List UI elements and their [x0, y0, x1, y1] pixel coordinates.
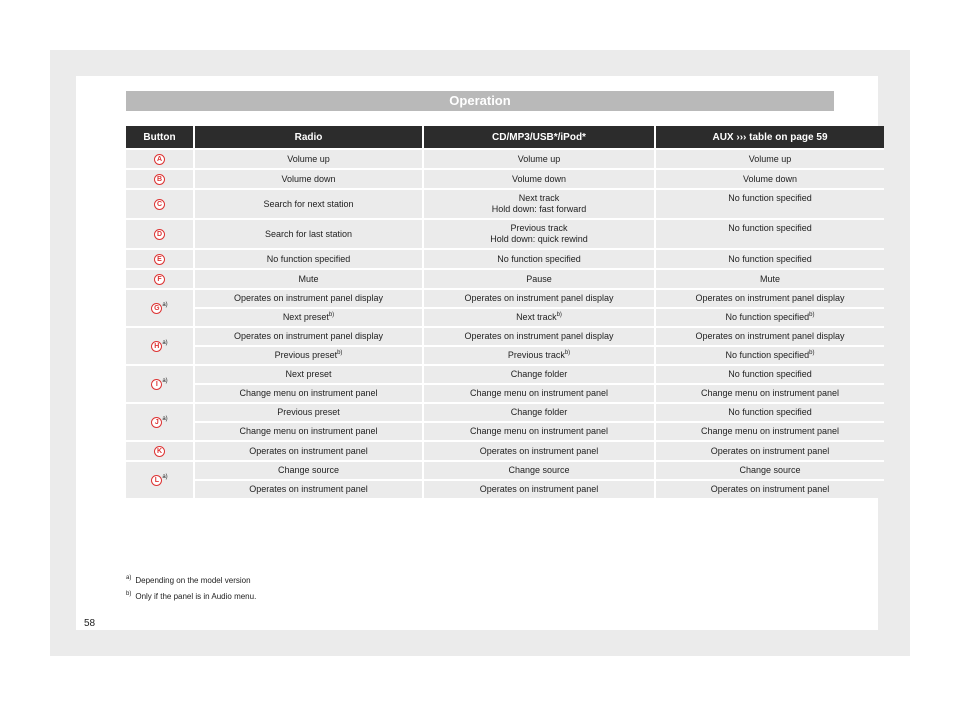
table-row	[126, 289, 884, 308]
section-title: Operation	[126, 91, 834, 111]
table-cell	[194, 461, 423, 480]
cell-text: Previous preset	[277, 407, 340, 417]
table-cell	[655, 441, 884, 461]
button-badge-icon: B	[154, 174, 165, 185]
cell-text: Change menu on instrument panel	[700, 426, 840, 436]
footnote-ref: a)	[162, 474, 168, 480]
cell-text: Change source	[739, 465, 801, 475]
cell-text: Operates on instrument panel	[479, 484, 599, 494]
cell-text: Previous preset	[274, 350, 338, 360]
button-badge-icon: I	[151, 379, 162, 390]
cell-text: Volume up	[287, 153, 330, 164]
table-cell	[655, 422, 884, 441]
button-badge-icon: L	[151, 475, 162, 486]
cell-text: Change menu on instrument panel	[469, 426, 609, 436]
table-row	[126, 461, 884, 480]
cell-text: Mute	[759, 273, 780, 284]
table-cell	[655, 480, 884, 498]
cell-text: No function specified	[728, 407, 812, 417]
footnote-text: Depending on the model version	[135, 576, 251, 585]
cell-text: No function specified	[266, 253, 351, 264]
cell-text: Change folder	[510, 407, 568, 417]
table-cell	[655, 327, 884, 346]
cell-text: Change source	[508, 465, 570, 475]
cell-text: Change folder	[510, 369, 568, 379]
table-cell	[423, 403, 655, 422]
cell-text: Change menu on instrument panel	[700, 388, 840, 398]
button-badge-icon: K	[154, 446, 165, 457]
table-body	[126, 149, 884, 498]
table-cell	[655, 384, 884, 403]
button-cell	[126, 461, 194, 498]
table-cell	[423, 461, 655, 480]
table-cell	[194, 365, 423, 384]
footnote-ref: a)	[162, 416, 168, 422]
cell-text: No function specified	[728, 223, 812, 233]
table-cell	[194, 269, 423, 289]
table-cell	[423, 308, 655, 327]
table-row	[126, 149, 884, 169]
table-cell	[655, 289, 884, 308]
operation-table	[126, 126, 884, 498]
cell-text: No function specified	[728, 369, 812, 379]
table-cell	[423, 384, 655, 403]
cell-text: Operates on instrument panel display	[464, 331, 614, 341]
table-cell	[194, 327, 423, 346]
cell-text: No function specified	[497, 253, 581, 264]
button-cell	[126, 289, 194, 327]
table-cell	[655, 346, 884, 365]
table-cell	[194, 480, 423, 498]
table-cell	[423, 249, 655, 269]
footnotes	[126, 576, 256, 608]
table-header-row	[126, 126, 884, 149]
cell-text: Hold down: fast forward	[491, 204, 587, 214]
table-cell	[194, 219, 423, 249]
button-badge-icon: E	[154, 254, 165, 265]
table-cell	[423, 169, 655, 189]
cell-text: No function specified	[725, 312, 810, 322]
table-row	[126, 249, 884, 269]
table-cell	[194, 441, 423, 461]
table-row	[126, 384, 884, 403]
footnote-ref: b)	[809, 312, 815, 318]
table-cell	[423, 346, 655, 365]
button-badge-icon: D	[154, 229, 165, 240]
table-row	[126, 327, 884, 346]
cell-text: Change menu on instrument panel	[469, 388, 609, 398]
table-row	[126, 269, 884, 289]
footnote-ref: a)	[162, 340, 168, 346]
footnote-mark: b)	[126, 591, 132, 598]
cell-text: Volume up	[748, 153, 792, 164]
footnote-ref: a)	[162, 378, 168, 384]
table-cell	[423, 365, 655, 384]
footnote-text: Only if the panel is in Audio menu.	[135, 592, 257, 601]
table-row	[126, 169, 884, 189]
cell-text: No function specified	[728, 253, 812, 264]
button-badge-icon: A	[154, 154, 165, 165]
table-cell	[655, 169, 884, 189]
button-cell	[126, 365, 194, 403]
cell-text: No function specified	[728, 193, 812, 203]
table-cell	[655, 461, 884, 480]
cell-text: No function specified	[725, 350, 810, 360]
cell-text: Change menu on instrument panel	[239, 388, 378, 398]
button-badge-icon: G	[151, 303, 162, 314]
button-cell	[126, 327, 194, 365]
cell-text: Search for last station	[264, 228, 353, 239]
footnote	[126, 576, 256, 585]
cell-text: Operates on instrument panel display	[695, 331, 845, 341]
button-badge-icon: J	[151, 417, 162, 428]
button-cell	[126, 441, 194, 461]
button-cell	[126, 269, 194, 289]
cell-text: Next track	[518, 193, 560, 203]
table-row	[126, 365, 884, 384]
footnote-ref: b)	[564, 350, 571, 356]
button-cell	[126, 189, 194, 219]
table-cell	[655, 269, 884, 289]
cell-text: Hold down: quick rewind	[490, 234, 588, 244]
table-cell	[655, 365, 884, 384]
table-cell	[423, 480, 655, 498]
cell-text: Next track	[516, 312, 557, 322]
column-header-radio: Radio	[194, 126, 423, 149]
table-cell	[655, 149, 884, 169]
cell-text: Operates on instrument panel display	[695, 293, 845, 303]
table-cell	[423, 149, 655, 169]
table-row	[126, 480, 884, 498]
manual-page	[76, 76, 878, 630]
table-cell	[655, 249, 884, 269]
table-cell	[423, 289, 655, 308]
footnote-ref: b)	[809, 350, 815, 356]
button-cell	[126, 169, 194, 189]
cell-text: Next preset	[285, 369, 332, 379]
cell-text: Operates on instrument panel	[479, 445, 599, 456]
page-number: 58	[84, 618, 96, 629]
column-header-cd: CD/MP3/USB*/iPod*	[423, 126, 655, 149]
table-row	[126, 219, 884, 249]
table-cell	[423, 189, 655, 219]
footnote	[126, 592, 256, 601]
table-cell	[655, 189, 884, 219]
cell-text: Operates on instrument panel display	[464, 293, 614, 303]
cell-text: Operates on instrument panel	[710, 445, 830, 456]
page-frame	[50, 50, 910, 656]
cell-text: Previous track	[510, 223, 568, 233]
cell-text: Mute	[298, 273, 319, 284]
table-cell	[194, 189, 423, 219]
table-row	[126, 422, 884, 441]
table-cell	[423, 269, 655, 289]
button-cell	[126, 219, 194, 249]
button-badge-icon: F	[154, 274, 165, 285]
cell-text: Previous track	[507, 350, 565, 360]
button-cell	[126, 149, 194, 169]
cell-text: Change menu on instrument panel	[239, 426, 378, 436]
table-cell	[194, 169, 423, 189]
cell-text: Volume up	[517, 153, 561, 164]
cell-text: Volume down	[281, 173, 336, 184]
table-cell	[423, 422, 655, 441]
cell-text: Operates on instrument panel	[249, 484, 368, 494]
button-cell	[126, 249, 194, 269]
footnote-ref: a)	[162, 302, 168, 308]
cell-text: Change source	[277, 465, 340, 475]
table-cell	[194, 403, 423, 422]
table-row	[126, 403, 884, 422]
table-row	[126, 441, 884, 461]
footnote-ref: b)	[556, 312, 562, 318]
footnote-ref: b)	[337, 350, 343, 356]
button-badge-icon: H	[151, 341, 162, 352]
cell-text: Volume down	[742, 173, 798, 184]
table-cell	[194, 249, 423, 269]
table-cell	[194, 289, 423, 308]
column-header-aux: AUX ››› table on page 59	[655, 126, 884, 149]
cell-text: Search for next station	[263, 198, 354, 209]
table-row	[126, 189, 884, 219]
cell-text: Operates on instrument panel	[710, 484, 830, 494]
cell-text: Operates on instrument panel display	[233, 293, 384, 303]
table-cell	[423, 219, 655, 249]
table-cell	[423, 441, 655, 461]
footnote-ref: b)	[328, 312, 335, 318]
table-cell	[423, 327, 655, 346]
cell-text: Pause	[526, 273, 552, 284]
table-cell	[655, 308, 884, 327]
table-cell	[655, 219, 884, 249]
table-row	[126, 346, 884, 365]
footnote-mark: a)	[126, 575, 132, 582]
table-row	[126, 308, 884, 327]
table-cell	[194, 149, 423, 169]
cell-text: Next preset	[282, 312, 329, 322]
cell-text: Operates on instrument panel display	[233, 331, 384, 341]
table-cell	[194, 422, 423, 441]
table-cell	[194, 346, 423, 365]
table-cell	[194, 308, 423, 327]
table-cell	[194, 384, 423, 403]
button-cell	[126, 403, 194, 441]
button-badge-icon: C	[154, 199, 165, 210]
cell-text: Operates on instrument panel	[249, 445, 368, 456]
table-cell	[655, 403, 884, 422]
cell-text: Volume down	[511, 173, 567, 184]
column-header-button: Button	[126, 126, 194, 149]
